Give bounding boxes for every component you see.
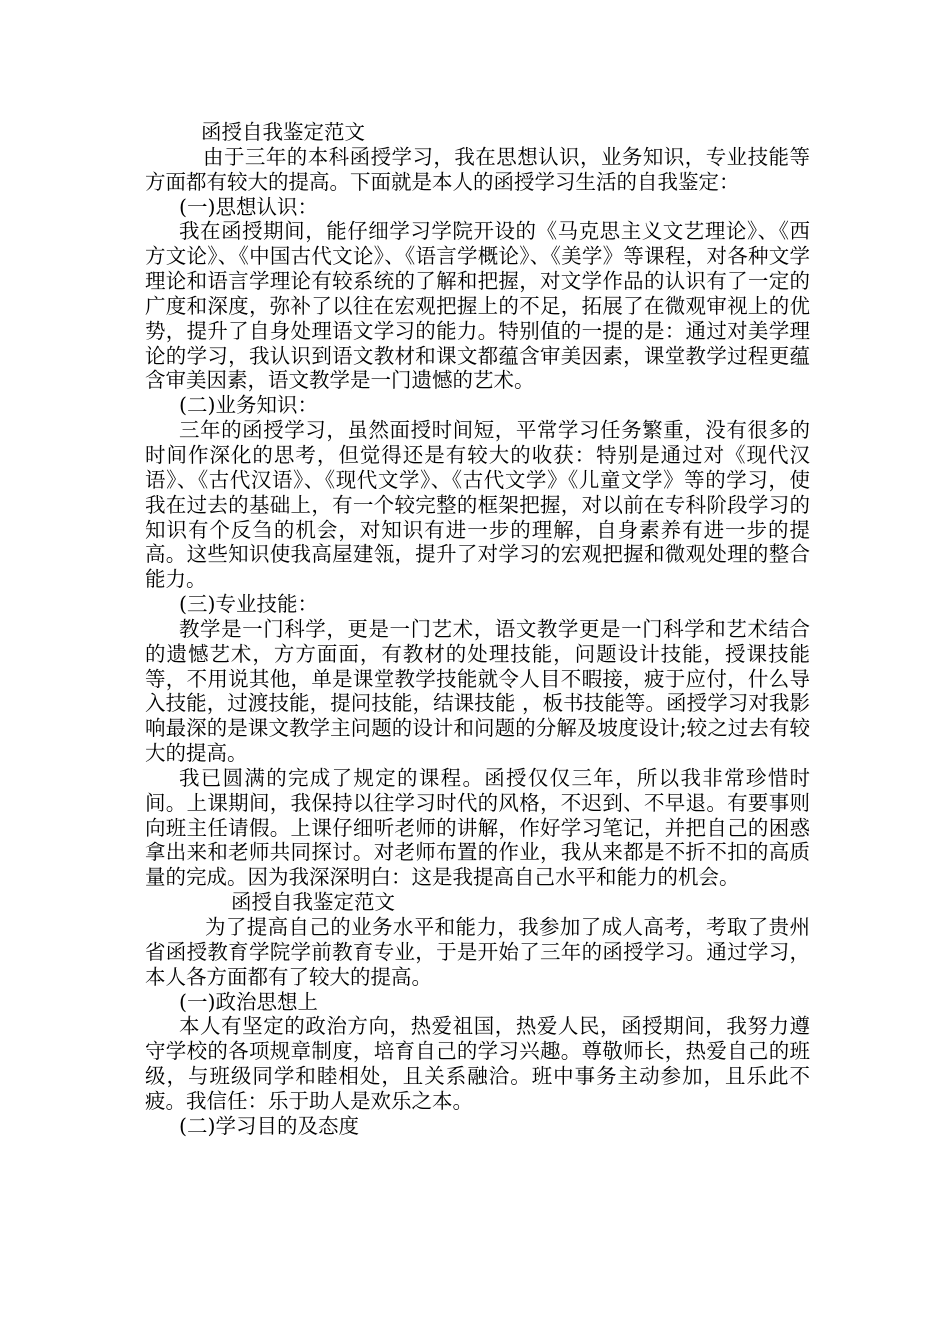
body-paragraph: 我在函授期间，能仔细学习学院开设的《马克思主义文艺理论》、《西方文论》、《中国古代文论》、《语言学概论》、《美学》等课程，对各种文学理论和语言学理论有较系统的了解和把握，对文学作品的认识有了一定的广度和深度，弥补了以往在宏观把握上的不足，拓展了在微观审视上的优势，提升了自身处理语文学习的能力。特别值的一提的是：通过对美学理论的学习，我认识到语文教材和课文都蕴含审美因素，课堂教学过程更蕴含审美因素，语文教学是一门遗憾的艺术。 xyxy=(145,219,810,393)
document-title: 函授自我鉴定范文 xyxy=(201,120,365,144)
section-heading: (一)思想认识： xyxy=(179,194,318,219)
document-body xyxy=(145,120,810,1139)
section-heading: (三)专业技能： xyxy=(179,592,318,617)
body-paragraph: 本人有坚定的政治方向，热爱祖国，热爱人民，函授期间，我努力遵守学校的各项规章制度，培育自己的学习兴趣。尊敬师长，热爱自己的班级，与班级同学和睦相处，且关系融洽。班中事务主动参加，且乐此不疲。我信任：乐于助人是欢乐之本。 xyxy=(145,1014,810,1113)
body-paragraph: 教学是一门科学，更是一门艺术，语文教学更是一门科学和艺术结合的遗憾艺术，方方面面，有教材的处理技能，问题设计技能，授课技能等，不用说其他，单是课堂教学技能就令人目不暇接，疲于应付，什么导入技能，过渡技能，提问技能，结课技能 ，板书技能等。函授学习对我影响最深的是课文教学主问题的设计和问题的分解及坡度设计;较之过去有较大的提高。 xyxy=(145,616,810,766)
section-heading: (二)学习目的及态度 xyxy=(179,1113,359,1138)
section-heading: (二)业务知识： xyxy=(179,393,318,418)
body-paragraph: 由于三年的本科函授学习，我在思想认识，业务知识，专业技能等方面都有较大的提高。下面就是本人的函授学习生活的自我鉴定： xyxy=(145,144,810,194)
body-paragraph: 为了提高自己的业务水平和能力，我参加了成人高考，考取了贵州省函授教育学院学前教育专业，于是开始了三年的函授学习。通过学习，本人各方面都有了较大的提高。 xyxy=(145,915,810,989)
body-paragraph: 我已圆满的完成了规定的课程。函授仅仅三年，所以我非常珍惜时间。上课期间，我保持以往学习时代的风格，不迟到、不早退。有要事则向班主任请假。上课仔细听老师的讲解，作好学习笔记，并把自己的困惑拿出来和老师共同探讨。对老师布置的作业，我从来都是不折不扣的高质量的完成。因为我深深明白：这是我提高自己水平和能力的机会。 xyxy=(145,765,810,890)
section-heading: (一)政治思想上 xyxy=(179,989,318,1014)
body-paragraph: 三年的函授学习，虽然面授时间短，平常学习任务繁重，没有很多的时间作深化的思考，但觉得还是有较大的收获：特别是通过对《现代汉语》、《古代汉语》、《现代文学》、《古代文学》《儿童文学》等的学习，使我在过去的基础上，有一个较完整的框架把握，对以前在专科阶段学习的知识有个反刍的机会，对知识有进一步的理解，自身素养有进一步的提高。这些知识使我高屋建瓴，提升了对学习的宏观把握和微观处理的整合能力。 xyxy=(145,418,810,592)
document-title: 函授自我鉴定范文 xyxy=(231,890,395,915)
